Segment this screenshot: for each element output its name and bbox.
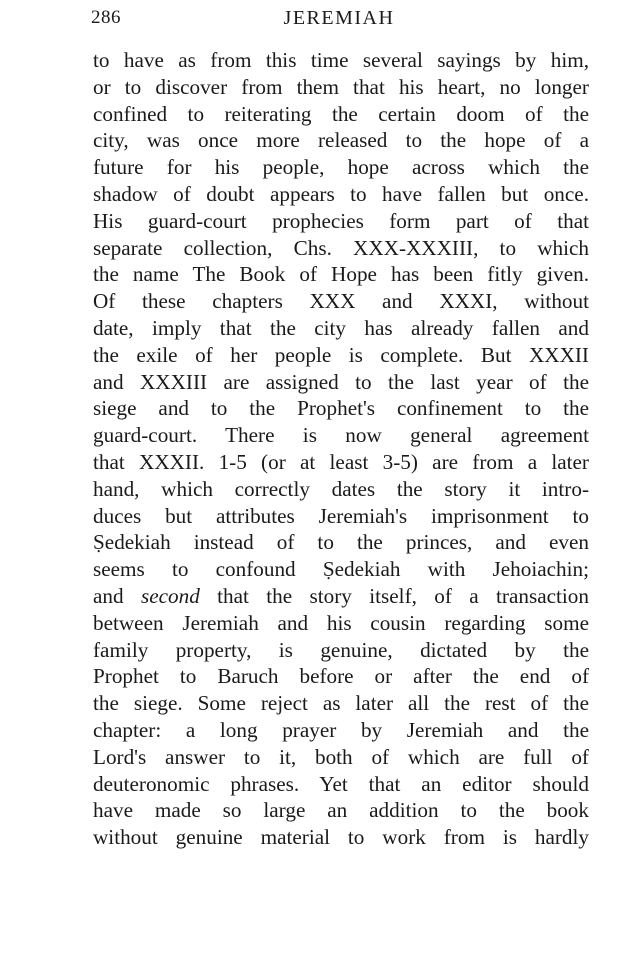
text-line: future for his people, hope across which the [93,155,589,180]
text-line: separate collection, Chs. XXX-XXXIII, to which [93,235,589,260]
text-line: hand, which correctly dates the story it intro- [93,476,589,501]
text-line: date, imply that the city has already fallen and [93,315,589,340]
text-line: duces but attributes Jeremiah's imprisonment to [93,503,589,528]
text-segment: and [93,583,141,608]
text-line: seems to confound Ṣedekiah with Jehoiachin; [93,557,589,582]
text-line: confined to reiterating the certain doom of the [93,101,589,126]
text-line: Prophet to Baruch before or after the end of [93,664,589,689]
text-line: that XXXII. 1-5 (or at least 3-5) are from a later [93,449,589,474]
text-line: siege and to the Prophet's confinement to the [93,396,589,421]
text-line: without genuine material to work from is hardly [93,825,589,850]
running-head: JEREMIAH [283,7,395,29]
italic-word: second [140,583,200,608]
page-number: 286 [91,7,121,28]
text-line: His guard-court prophecies form part of that [93,208,589,233]
text-line: and XXXIII are assigned to the last year of the [93,369,589,394]
text-line: or to discover from them that his heart, no longer [93,74,589,99]
text-line: Lord's answer to it, both of which are full of [93,744,589,769]
text-line-with-italic [93,583,589,610]
text-line: family property, is genuine, dictated by the [93,637,589,662]
text-line: the exile of her people is complete. But XXXII [93,342,589,367]
text-line: shadow of doubt appears to have fallen but once. [93,181,589,206]
text-line: city, was once more released to the hope of a [93,128,589,153]
text-segment: that the story itself, of a transaction [199,583,589,608]
text-line: the name The Book of Hope has been fitly given. [93,262,589,287]
text-line: chapter: a long prayer by Jeremiah and the [93,717,589,742]
text-line: Of these chapters XXX and XXXI, without [93,289,589,314]
text-line: deuteronomic phrases. Yet that an editor should [93,771,589,796]
text-line: to have as from this time several sayings by him, [93,48,589,72]
body-text [93,47,589,851]
text-line: Ṣedekiah instead of to the princes, and even [93,530,589,555]
text-line: have made so large an addition to the book [93,798,589,823]
text-line: the siege. Some reject as later all the rest of the [93,691,589,716]
text-line: between Jeremiah and his cousin regarding some [93,610,589,635]
text-line: guard-court. There is now general agreement [93,423,589,448]
page-header [91,7,587,31]
